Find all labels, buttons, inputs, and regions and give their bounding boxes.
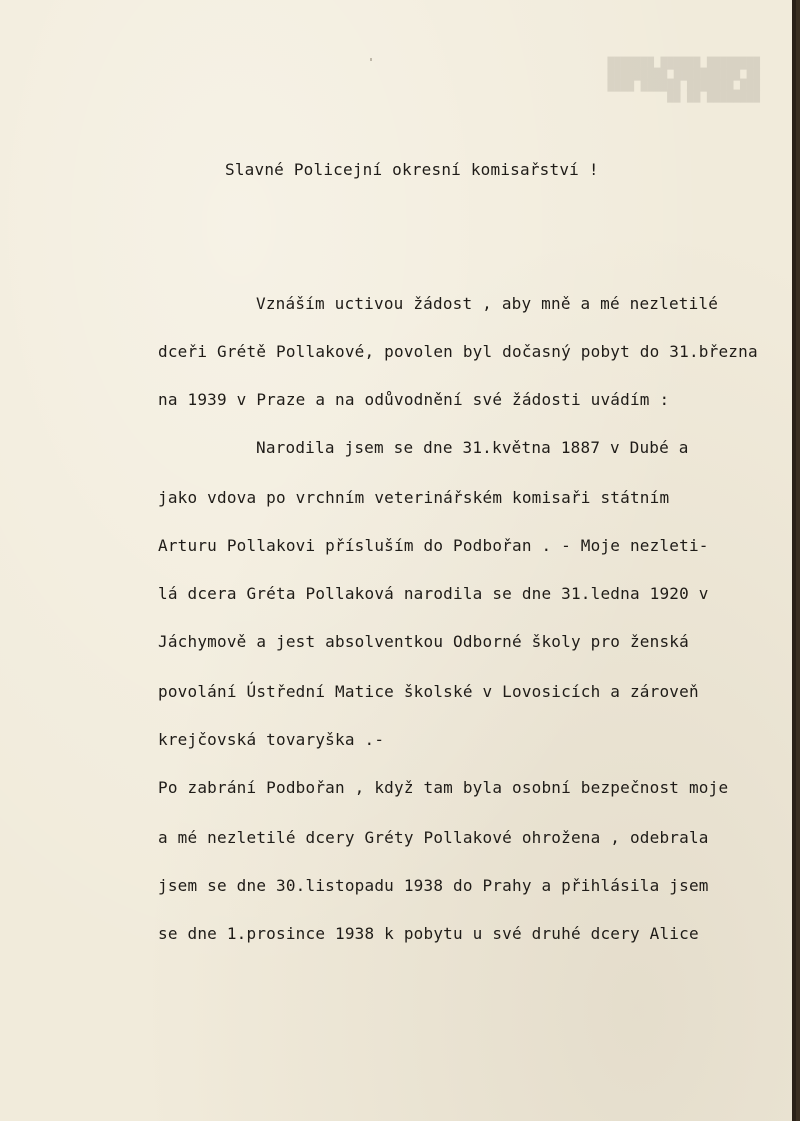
body-line-12: a mé nezletilé dcery Gréty Pollakové ohrožena , odebrala: [158, 828, 709, 847]
reverse-side-bleed-through: ████████ ██████ ███████ ██ ██████████ █████████ ███ ███████ ██████ ████ ████████ ██ ██: [607, 57, 760, 103]
body-line-2: dceři Grétě Pollakové, povolen byl dočasný pobyt do 31.března: [158, 342, 758, 361]
letter-salutation: Slavné Policejní okresní komisařství !: [225, 160, 599, 179]
body-line-5: jako vdova po vrchním veterinářském komisaři státním: [158, 488, 670, 507]
body-line-4: Narodila jsem se dne 31.května 1887 v Dubé a: [256, 438, 689, 457]
body-line-10: krejčovská tovaryška .-: [158, 730, 385, 749]
body-line-14: se dne 1.prosince 1938 k pobytu u své druhé dcery Alice: [158, 924, 699, 943]
scan-edge: [792, 0, 796, 1121]
paper-speck: [370, 58, 372, 61]
body-line-3: na 1939 v Praze a na odůvodnění své žádosti uvádím :: [158, 390, 670, 409]
body-line-11: Po zabrání Podbořan , když tam byla osobní bezpečnost moje: [158, 778, 729, 797]
body-line-7: lá dcera Gréta Pollaková narodila se dne 31.ledna 1920 v: [158, 584, 709, 603]
body-line-8: Jáchymově a jest absolventkou Odborné školy pro ženská: [158, 632, 689, 651]
body-line-6: Arturu Pollakovi přísluším do Podbořan . - Moje nezleti-: [158, 536, 709, 555]
body-line-1: Vznáším uctivou žádost , aby mně a mé nezletilé: [256, 294, 719, 313]
body-line-9: povolání Ústřední Matice školské v Lovosicích a zároveň: [158, 682, 699, 701]
body-line-13: jsem se dne 30.listopadu 1938 do Prahy a přihlásila jsem: [158, 876, 709, 895]
